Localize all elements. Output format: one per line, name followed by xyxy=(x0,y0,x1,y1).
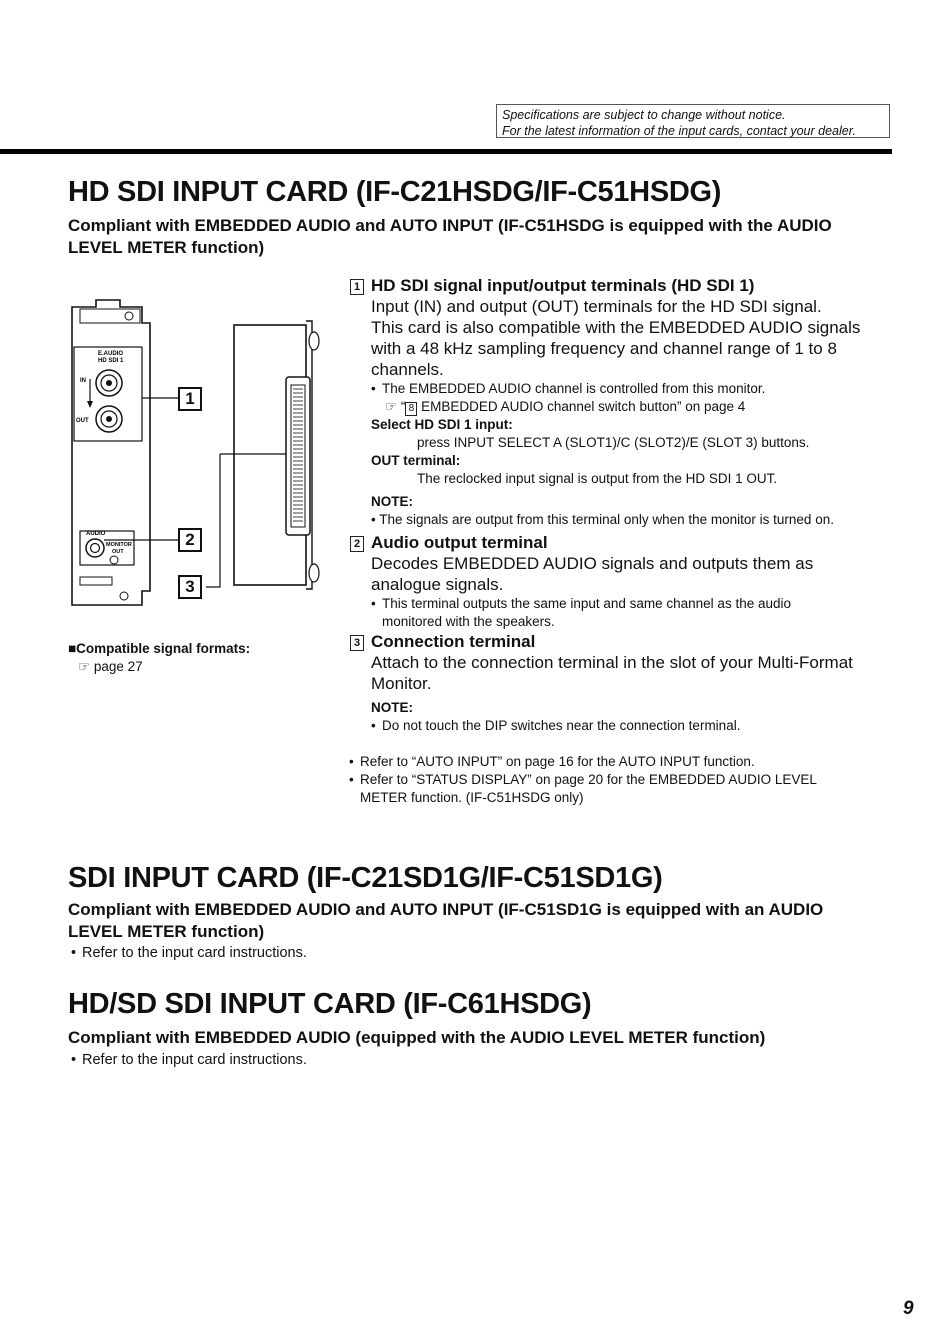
callout-3: 3 xyxy=(178,575,202,599)
label-out: OUT xyxy=(76,418,89,424)
label-hdsdi: HD SDI 1 xyxy=(98,358,124,364)
item1-note-text: • The signals are output from this terminal only when the monitor is turned on. xyxy=(371,512,834,527)
spec-notice-box xyxy=(496,104,890,138)
item3-number: 3 xyxy=(350,635,364,651)
item1-page-ref: ☞ “ 8 EMBEDDED AUDIO channel switch button” on page 4 xyxy=(385,399,746,414)
label-monitor-out: OUT xyxy=(112,549,124,555)
compatible-heading: Compatible signal formats: xyxy=(76,641,251,656)
section2-subtitle xyxy=(68,899,888,943)
front-panel-outline xyxy=(72,300,150,605)
notice-line-1: Specifications are subject to change without notice. xyxy=(502,108,786,122)
item1-desc-2: This card is also compatible with the EMBEDDED AUDIO signals xyxy=(371,318,861,337)
item1-block xyxy=(350,275,890,529)
label-eaudio: E.AUDIO xyxy=(98,351,124,357)
card-side-knob-bottom xyxy=(309,564,319,582)
item1-desc-1: Input (IN) and output (OUT) terminals for the HD SDI signal. xyxy=(371,297,822,316)
section1-subtitle-line1: Compliant with EMBEDDED AUDIO and AUTO INPUT (IF-C51HSDG is equipped with the AUDIO xyxy=(68,216,832,235)
item1-heading: HD SDI signal input/output terminals (HD SDI 1) xyxy=(371,276,755,295)
section3-subtitle: Compliant with EMBEDDED AUDIO (equipped with the AUDIO LEVEL METER function) xyxy=(68,1028,766,1047)
item2-bullet-1-cont: monitored with the speakers. xyxy=(382,614,555,629)
section2-subtitle-line2: LEVEL METER function) xyxy=(68,922,265,941)
notice-line-2: For the latest information of the input cards, contact your dealer. xyxy=(502,124,856,138)
item3-desc-1: Attach to the connection terminal in the slot of your Multi-Format xyxy=(371,653,853,672)
item2-block xyxy=(350,532,890,631)
item1-select-label: Select HD SDI 1 input: xyxy=(371,417,513,432)
card-side-knob-top xyxy=(309,332,319,350)
item1-ref-text: EMBEDDED AUDIO channel switch button” on page 4 xyxy=(421,399,746,414)
bnc-in-pin xyxy=(106,380,112,386)
compatible-formats xyxy=(68,640,250,676)
reference-hand-icon: ☞ xyxy=(385,399,398,414)
connection-terminal-pins xyxy=(291,385,305,527)
label-in: IN xyxy=(80,378,86,384)
section1-title: HD SDI INPUT CARD (IF-C21HSDG/IF-C51HSDG) xyxy=(68,176,722,208)
ref-status-display: • Refer to “STATUS DISPLAY” on page 20 for the EMBEDDED AUDIO LEVEL xyxy=(360,771,890,789)
section1-references xyxy=(360,753,890,807)
item1-desc-4: channels. xyxy=(371,360,444,379)
compatible-ref: page 27 xyxy=(93,659,143,674)
item2-number: 2 xyxy=(350,536,364,552)
section1-subtitle-line2: LEVEL METER function) xyxy=(68,238,265,257)
item2-desc-2: analogue signals. xyxy=(371,575,504,594)
header-rule xyxy=(0,149,892,154)
item1-desc-3: with a 48 kHz sampling frequency and channel range of 1 to 8 xyxy=(371,339,837,358)
item1-note-label: NOTE: xyxy=(371,494,413,509)
item2-bullet-1: • This terminal outputs the same input and same channel as the audio xyxy=(382,595,890,613)
section2-bullet: • Refer to the input card instructions. xyxy=(82,944,307,962)
item1-bullet-1: • The EMBEDDED AUDIO channel is controlled from this monitor. xyxy=(382,380,890,398)
square-bullet-icon: ■ xyxy=(68,641,77,656)
callout-2: 2 xyxy=(178,528,202,552)
input-card-figure xyxy=(60,295,340,615)
item3-heading: Connection terminal xyxy=(371,632,536,651)
item1-ref-number: 8 xyxy=(405,402,417,416)
item1-out-text: The reclocked input signal is output from the HD SDI 1 OUT. xyxy=(417,471,778,486)
item2-desc-1: Decodes EMBEDDED AUDIO signals and outputs them as xyxy=(371,554,814,573)
item3-note-bullet: • Do not touch the DIP switches near the connection terminal. xyxy=(382,717,890,735)
item2-heading: Audio output terminal xyxy=(371,533,548,552)
section1-subtitle xyxy=(68,215,888,259)
page-number: 9 xyxy=(903,1298,914,1319)
audio-jack-outer xyxy=(86,539,104,557)
callout-1: 1 xyxy=(178,387,202,411)
item1-out-label: OUT terminal: xyxy=(371,453,461,468)
label-monitor: MONITOR xyxy=(106,542,132,548)
item3-desc-2: Monitor. xyxy=(371,674,432,693)
section3-title: HD/SD SDI INPUT CARD (IF-C61HSDG) xyxy=(68,988,592,1020)
item3-note-label: NOTE: xyxy=(371,700,413,715)
item3-block xyxy=(350,631,890,735)
label-audio: AUDIO xyxy=(86,531,106,537)
ref-status-display-cont: METER function. (IF-C51HSDG only) xyxy=(360,790,584,805)
item1-number: 1 xyxy=(350,279,364,295)
reference-hand-icon: ☞ xyxy=(78,659,91,674)
bnc-out-pin xyxy=(106,416,112,422)
ref-auto-input: • Refer to “AUTO INPUT” on page 16 for the AUTO INPUT function. xyxy=(360,753,890,771)
section3-bullet: • Refer to the input card instructions. xyxy=(82,1051,307,1069)
section2-title: SDI INPUT CARD (IF-C21SD1G/IF-C51SD1G) xyxy=(68,862,663,894)
section2-subtitle-line1: Compliant with EMBEDDED AUDIO and AUTO INPUT (IF-C51SD1G is equipped with an AUDIO xyxy=(68,900,824,919)
item1-select-text: press INPUT SELECT A (SLOT1)/C (SLOT2)/E (SLOT 3) buttons. xyxy=(417,435,810,450)
